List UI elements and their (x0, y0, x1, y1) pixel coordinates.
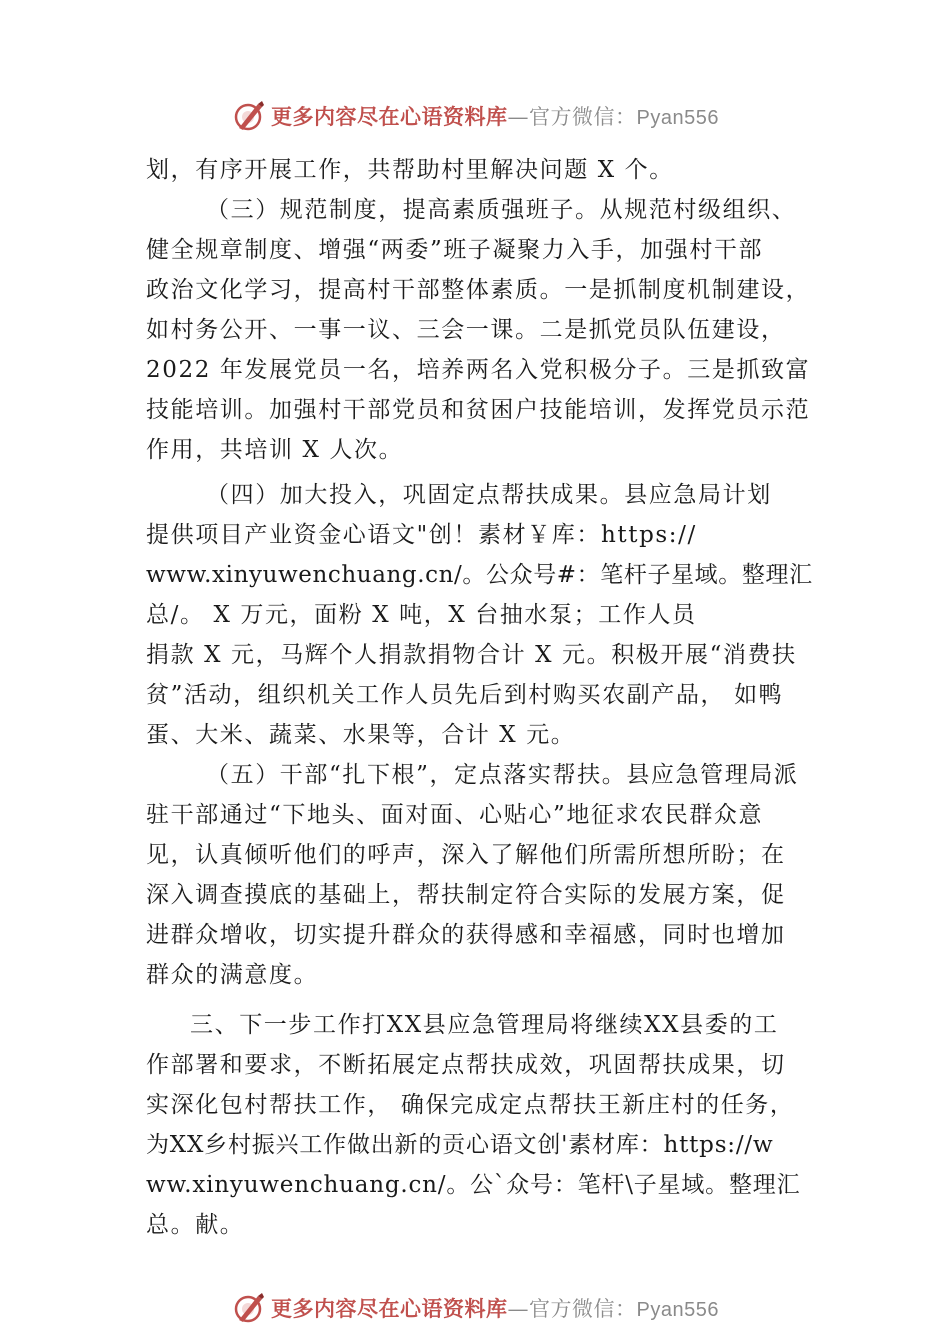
section-heading-4: （四）加大投入，巩固定点帮扶成果。县应急局计划 (206, 482, 772, 508)
body-line: 群众的满意度。 (146, 962, 319, 988)
body-line: 2022 年发展党员一名，培养两名入党积极分子。三是抓致富 (146, 357, 811, 383)
body-line: 进群众增收，切实提升群众的获得感和幸福感，同时也增加 (146, 922, 786, 948)
pen-logo-icon (231, 98, 267, 134)
body-line: ww.xinyuwenchuang.cn/。公`众号：笔杆\子星域。整理汇 (146, 1172, 801, 1198)
body-line: 总/。 X 万元，面粉 X 吨，X 台抽水泵；工作人员 (146, 602, 697, 628)
body-line: 政治文化学习，提高村干部整体素质。一是抓制度机制建设， (146, 277, 811, 303)
body-line: 为XX乡村振兴工作做出新的贡心语文创'素材库：https://w (146, 1132, 774, 1158)
banner-text (271, 1293, 719, 1323)
body-line: 健全规章制度、增强“两委”班子凝聚力入手，加强村干部 (146, 237, 764, 263)
body-line: 划，有序开展工作，共帮助村里解决问题 X 个。 (146, 157, 674, 183)
pen-logo-icon (231, 1290, 267, 1326)
header-banner (0, 96, 950, 136)
body-line: 贫”活动，组织机关工作人员先后到村购买农副产品， 如鸭 (146, 682, 784, 708)
banner-label: 官方微信： (529, 105, 637, 129)
banner-text (271, 101, 719, 131)
body-line: 作部署和要求，不断拓展定点帮扶成效，巩固帮扶成果，切 (146, 1052, 786, 1078)
body-line: 总。献。 (146, 1212, 245, 1238)
body-line: www.xinyuwenchuang.cn/。公众号#：笔杆子星域。整理汇 (146, 562, 813, 588)
body-line: 驻干部通过“下地头、面对面、心贴心”地征求农民群众意 (146, 802, 764, 828)
body-line: 技能培训。加强村干部党员和贫困户技能培训，发挥党员示范 (146, 397, 811, 423)
section-heading-5: （五）干部“扎下根”，定点落实帮扶。县应急管理局派 (206, 762, 799, 788)
banner-wechat-id: Pyan556 (636, 1299, 719, 1321)
body-line: 见，认真倾听他们的呼声，深入了解他们所需所想所盼；在 (146, 842, 786, 868)
body-line: 如村务公开、一事一议、三会一课。二是抓党员队伍建设， (146, 317, 786, 343)
body-line: 捐款 X 元，马辉个人捐款捐物合计 X 元。积极开展“消费扶 (146, 642, 797, 668)
body-line: 蛋、大米、蔬菜、水果等，合计 X 元。 (146, 722, 576, 748)
body-line: 实深化包村帮扶工作， 确保完成定点帮扶王新庄村的任务， (146, 1092, 795, 1118)
banner-dash: — (507, 105, 530, 129)
section-heading-3: （三）规范制度，提高素质强班子。从规范村级组织、 (206, 197, 797, 223)
body-line: 深入调查摸底的基础上，帮扶制定符合实际的发展方案，促 (146, 882, 786, 908)
body-line: 提供项目产业资金心语文"创！素材￥库：https:// (146, 522, 697, 548)
banner-main-text: 更多内容尽在心语资料库 (271, 1296, 508, 1321)
section-heading-next-steps: 三、下一步工作打XX县应急管理局将继续XX县委的工 (190, 1012, 779, 1038)
banner-dash: — (507, 1297, 530, 1321)
banner-main-text: 更多内容尽在心语资料库 (271, 104, 508, 129)
footer-banner (0, 1288, 950, 1328)
banner-wechat-id: Pyan556 (636, 107, 719, 129)
body-line: 作用，共培训 X 人次。 (146, 437, 404, 463)
banner-label: 官方微信： (529, 1297, 637, 1321)
